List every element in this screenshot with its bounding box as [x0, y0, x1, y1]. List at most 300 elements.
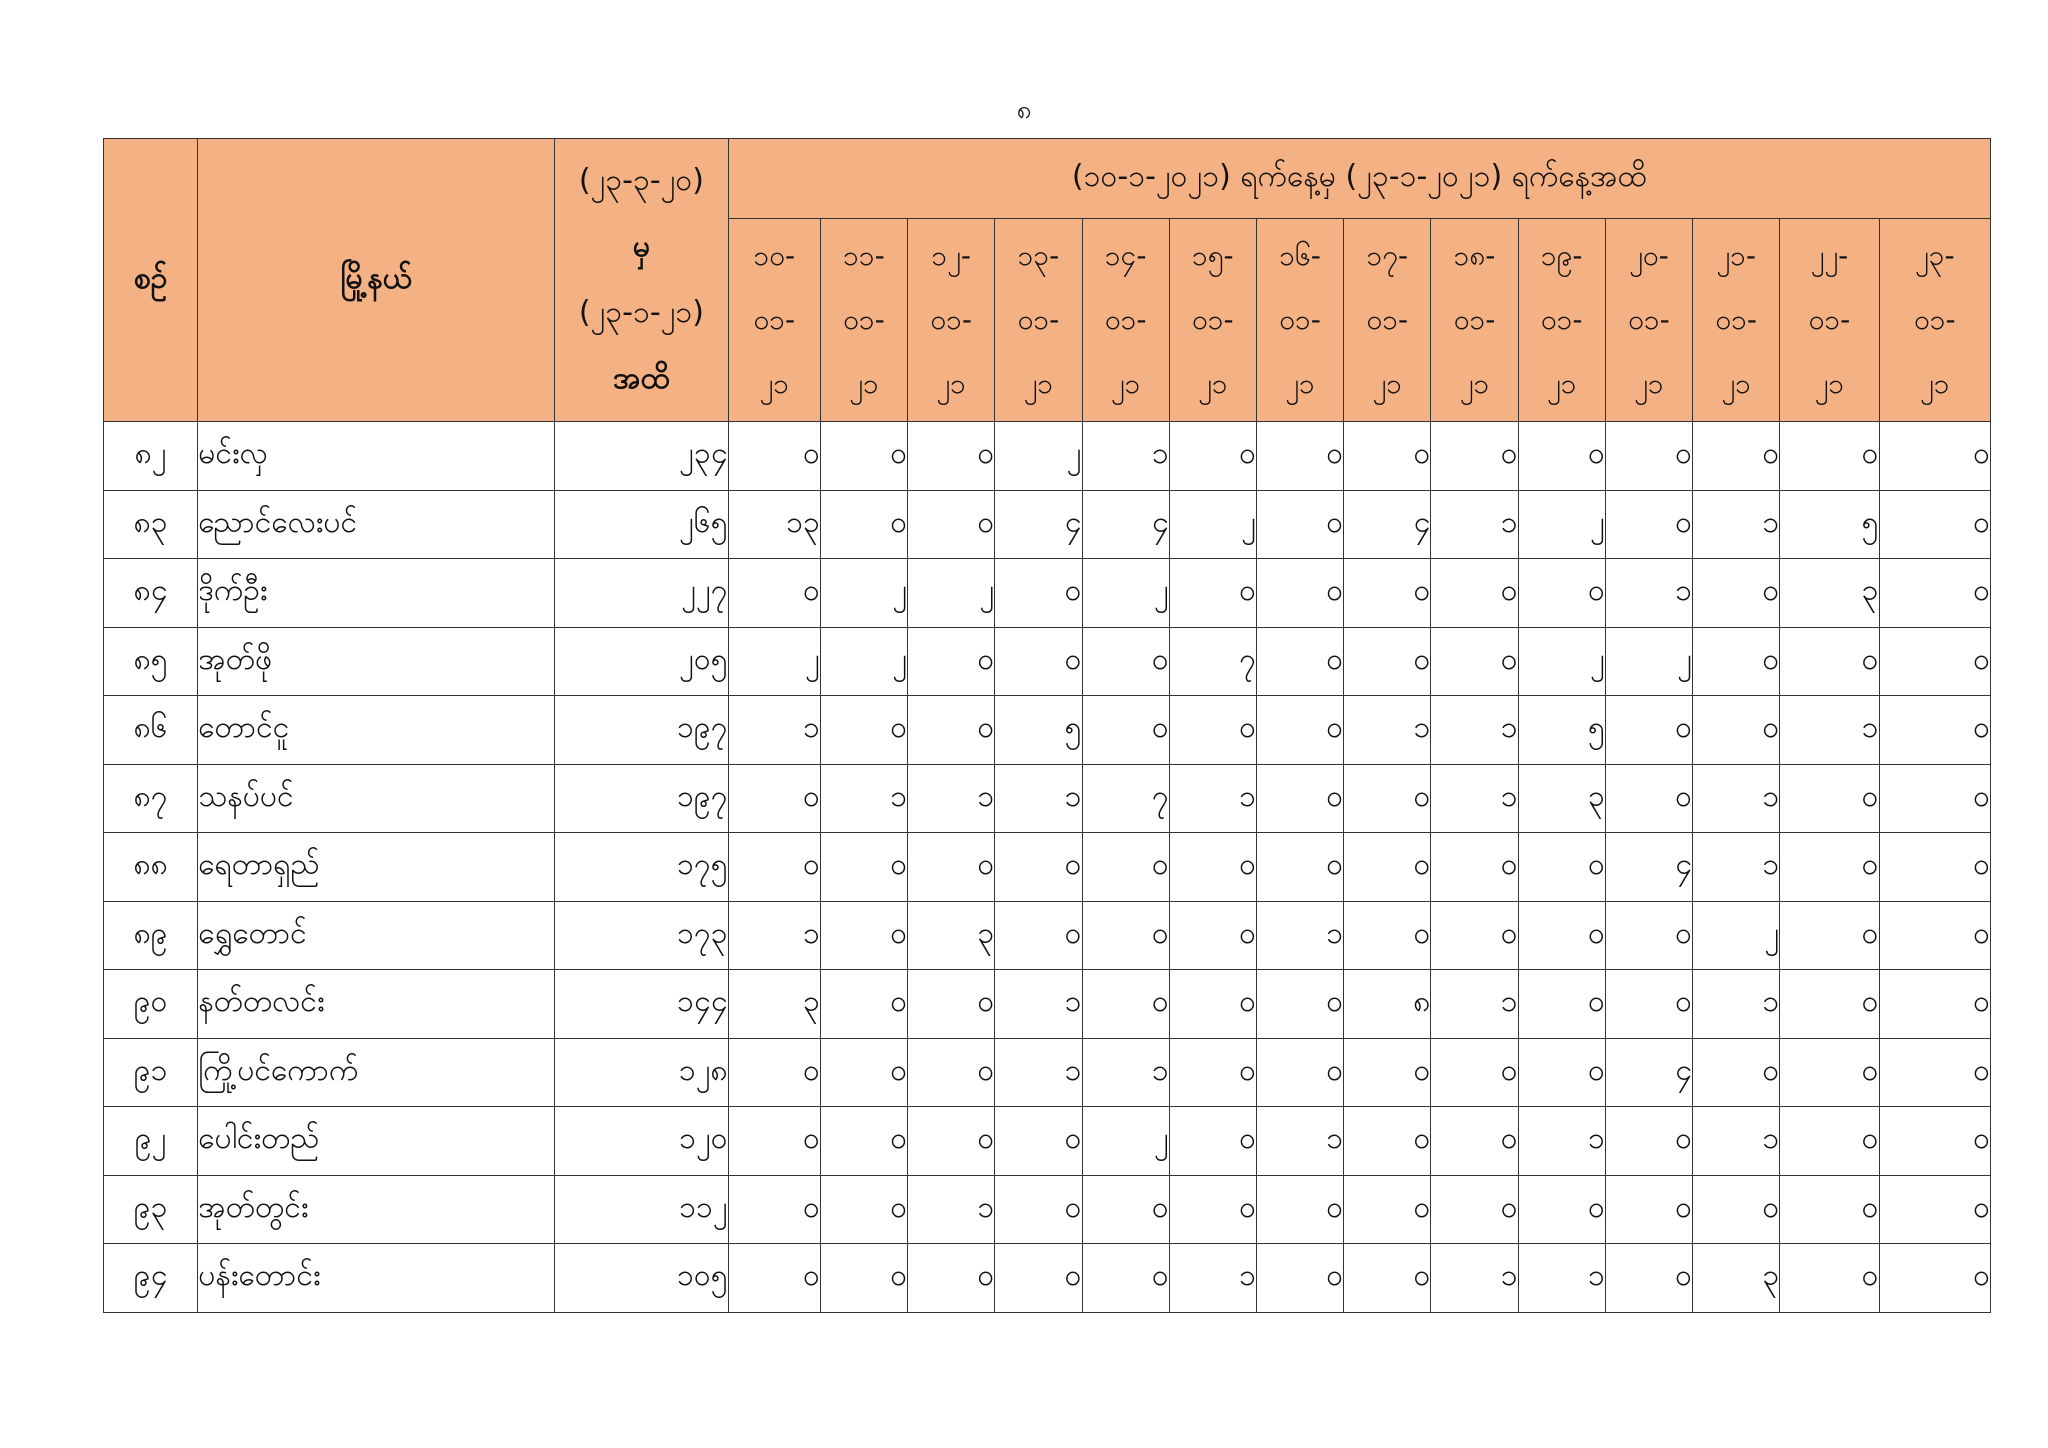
serial-number-cell: ၈၅: [104, 627, 198, 696]
header-date-part: ၀၁-: [930, 302, 972, 336]
daily-count-cell: ၀: [1082, 696, 1169, 765]
daily-count-cell: ၀: [995, 901, 1082, 970]
header-date-part: ၂၁: [1110, 366, 1141, 400]
daily-count-cell: ၀: [1169, 1175, 1256, 1244]
range-start: (၂၃-၃-၂၀): [578, 163, 704, 198]
header-date-part: ၂၁: [759, 366, 789, 400]
table-row: [104, 1107, 1991, 1176]
header-date-part: ၀၁-: [1192, 302, 1234, 336]
daily-count-cell: ၀: [1256, 1244, 1343, 1313]
daily-count-cell: ၀: [995, 1175, 1082, 1244]
serial-number-cell: ၉၃: [104, 1175, 198, 1244]
daily-count-cell: ၀: [1169, 901, 1256, 970]
daily-count-cell: ၀: [1344, 764, 1431, 833]
daily-count-cell: ၀: [1780, 1038, 1879, 1107]
daily-count-cell: ၀: [1256, 970, 1343, 1039]
daily-count-cell: ၀: [1169, 1038, 1256, 1107]
table-row: [104, 901, 1991, 970]
daily-count-cell: ၀: [820, 490, 907, 559]
daily-count-cell: ၀: [1169, 696, 1256, 765]
daily-count-cell: ၀: [995, 833, 1082, 902]
daily-count-cell: ၀: [1169, 833, 1256, 902]
daily-count-cell: ၀: [1431, 559, 1518, 628]
daily-count-cell: ၀: [1256, 490, 1343, 559]
daily-count-cell: ၀: [820, 1244, 907, 1313]
daily-count-cell: ၁: [1518, 1244, 1605, 1313]
daily-count-cell: ၁: [1693, 764, 1780, 833]
township-cell: ညောင်လေးပင်: [198, 490, 555, 559]
header-date: [728, 218, 820, 421]
range-from-word: မှ: [632, 229, 650, 264]
daily-count-cell: ၁: [1256, 1107, 1343, 1176]
serial-number-cell: ၈၄: [104, 559, 198, 628]
daily-count-cell: ၄: [995, 490, 1082, 559]
daily-count-cell: ၀: [1693, 1175, 1780, 1244]
table-row: [104, 833, 1991, 902]
header-date: [1344, 218, 1431, 421]
daily-count-cell: ၁: [995, 1038, 1082, 1107]
header-date-part: ၀၁-: [1715, 302, 1757, 336]
header-date-part: ၁၅-: [1192, 238, 1234, 272]
daily-count-cell: ၃: [1518, 764, 1605, 833]
daily-count-cell: ၁: [728, 696, 820, 765]
daily-count-cell: ၀: [1256, 422, 1343, 491]
daily-count-cell: ၁၃: [728, 490, 820, 559]
header-date-part: ၂၁: [1546, 366, 1577, 400]
serial-number-cell: ၉၁: [104, 1038, 198, 1107]
serial-number-cell: ၈၆: [104, 696, 198, 765]
daily-count-cell: ၀: [1693, 422, 1780, 491]
daily-count-cell: ၃: [1693, 1244, 1780, 1313]
header-date: [1879, 218, 1990, 421]
table-row: [104, 559, 1991, 628]
daily-count-cell: ၀: [1256, 764, 1343, 833]
daily-count-cell: ၂: [908, 559, 995, 628]
daily-count-cell: ၀: [1256, 1175, 1343, 1244]
daily-count-cell: ၀: [1169, 970, 1256, 1039]
daily-count-cell: ၁: [728, 901, 820, 970]
cumulative-total-cell: ၁၄၄: [555, 970, 728, 1039]
serial-number-cell: ၈၇: [104, 764, 198, 833]
header-date-part: ၀၁-: [753, 302, 796, 336]
daily-count-cell: ၀: [1605, 764, 1692, 833]
daily-count-cell: ၀: [995, 1107, 1082, 1176]
daily-count-cell: ၀: [1879, 422, 1990, 491]
daily-count-cell: ၀: [1256, 1038, 1343, 1107]
daily-count-cell: ၇: [1169, 627, 1256, 696]
header-date-part: ၂၁: [1721, 366, 1751, 400]
daily-count-cell: ၀: [908, 696, 995, 765]
daily-count-cell: ၀: [908, 970, 995, 1039]
table-row: [104, 970, 1991, 1039]
daily-count-cell: ၁: [995, 764, 1082, 833]
daily-count-cell: ၀: [908, 1107, 995, 1176]
daily-count-cell: ၀: [1256, 833, 1343, 902]
header-date-part: ၂၁: [1285, 366, 1315, 400]
daily-count-cell: ၀: [1879, 1107, 1990, 1176]
daily-count-cell: ၀: [908, 627, 995, 696]
daily-count-cell: ၀: [1605, 901, 1692, 970]
daily-count-cell: ၀: [728, 1038, 820, 1107]
township-cell: ပန်းတောင်း: [198, 1244, 555, 1313]
daily-count-cell: ၀: [1780, 422, 1879, 491]
daily-count-cell: ၀: [820, 833, 907, 902]
header-date-part: ၀၁-: [1453, 302, 1496, 336]
table-row: [104, 490, 1991, 559]
daily-count-cell: ၀: [1780, 1175, 1879, 1244]
header-date-part: ၂၁: [936, 366, 966, 400]
daily-count-cell: ၀: [1605, 696, 1692, 765]
cumulative-total-cell: ၂၀၅: [555, 627, 728, 696]
daily-count-cell: ၂: [1169, 490, 1256, 559]
daily-count-cell: ၁: [908, 764, 995, 833]
daily-count-cell: ၀: [1082, 901, 1169, 970]
header-date-part: ၀၁-: [1628, 302, 1670, 336]
header-date: [1693, 218, 1780, 421]
table-row: [104, 1175, 1991, 1244]
daily-count-cell: ၀: [1344, 1175, 1431, 1244]
daily-count-cell: ၁: [1082, 422, 1169, 491]
daily-count-cell: ၀: [1431, 1107, 1518, 1176]
table-row: [104, 1038, 1991, 1107]
daily-count-cell: ၇: [1082, 764, 1169, 833]
header-date: [1082, 218, 1169, 421]
daily-count-cell: ၁: [1431, 1244, 1518, 1313]
header-date-part: ၂၁: [1459, 366, 1490, 400]
township-cell: အုတ်တွင်း: [198, 1175, 555, 1244]
daily-count-cell: ၀: [1693, 627, 1780, 696]
township-cell: ရွှေတောင်: [198, 901, 555, 970]
daily-count-cell: ၀: [1605, 1175, 1692, 1244]
daily-count-cell: ၀: [1344, 833, 1431, 902]
range-end: (၂၃-၁-၂၁): [578, 295, 704, 330]
header-date-part: ၁၇-: [1366, 238, 1409, 272]
daily-count-cell: ၀: [1431, 1038, 1518, 1107]
daily-count-cell: ၀: [728, 833, 820, 902]
daily-count-cell: ၁: [1431, 696, 1518, 765]
daily-count-cell: ၂: [728, 627, 820, 696]
daily-count-cell: ၀: [728, 559, 820, 628]
daily-count-cell: ၀: [1344, 901, 1431, 970]
cumulative-total-cell: ၁၉၇: [555, 764, 728, 833]
header-date-part: ၁၆-: [1279, 238, 1321, 272]
daily-count-cell: ၀: [1431, 1175, 1518, 1244]
daily-count-cell: ၀: [1780, 627, 1879, 696]
township-cell: သနပ်ပင်: [198, 764, 555, 833]
daily-count-cell: ၀: [820, 422, 907, 491]
daily-count-cell: ၃: [908, 901, 995, 970]
serial-number-cell: ၉၄: [104, 1244, 198, 1313]
township-cell: ရေတာရှည်: [198, 833, 555, 902]
daily-count-cell: ၁: [1082, 1038, 1169, 1107]
daily-count-cell: ၀: [1082, 1244, 1169, 1313]
township-cell: ကြို့ပင်ကောက်: [198, 1038, 555, 1107]
daily-count-cell: ၀: [1169, 422, 1256, 491]
daily-count-cell: ၅: [1518, 696, 1605, 765]
daily-count-cell: ၁: [820, 764, 907, 833]
daily-count-cell: ၁: [1169, 1244, 1256, 1313]
header-date-part: ၀၁-: [1808, 302, 1851, 336]
daily-count-cell: ၀: [820, 1175, 907, 1244]
daily-count-cell: ၀: [1518, 1038, 1605, 1107]
daily-count-cell: ၀: [1780, 1244, 1879, 1313]
header-date-part: ၂၁: [1814, 366, 1845, 400]
daily-count-cell: ၅: [1780, 490, 1879, 559]
daily-count-cell: ၀: [1256, 559, 1343, 628]
daily-count-cell: ၁: [1693, 1107, 1780, 1176]
daily-count-cell: ၁: [1518, 1107, 1605, 1176]
daily-count-cell: ၀: [1879, 970, 1990, 1039]
daily-count-cell: ၀: [1518, 833, 1605, 902]
daily-count-cell: ၁: [1431, 970, 1518, 1039]
daily-count-cell: ၀: [1879, 627, 1990, 696]
daily-count-cell: ၀: [1344, 1107, 1431, 1176]
cumulative-total-cell: ၂၃၄: [555, 422, 728, 491]
daily-count-cell: ၂: [1082, 559, 1169, 628]
daily-count-cell: ၀: [1605, 422, 1692, 491]
daily-count-cell: ၀: [908, 422, 995, 491]
daily-count-cell: ၁: [1693, 970, 1780, 1039]
daily-count-cell: ၀: [1780, 833, 1879, 902]
daily-count-cell: ၁: [908, 1175, 995, 1244]
range-until-word: အထိ: [613, 361, 670, 396]
township-cell: ပေါင်းတည်: [198, 1107, 555, 1176]
header-cumulative-range: [555, 139, 728, 422]
daily-count-cell: ၀: [1082, 627, 1169, 696]
daily-count-cell: ၀: [995, 1244, 1082, 1313]
township-cell: ဒိုက်ဦး: [198, 559, 555, 628]
daily-count-cell: ၀: [1344, 422, 1431, 491]
header-date-part: ၂၁: [1023, 366, 1054, 400]
header-date-part: ၂၁: [1372, 366, 1403, 400]
header-date-part: ၂၃-: [1914, 238, 1955, 272]
serial-number-cell: ၈၉: [104, 901, 198, 970]
daily-count-cell: ၀: [1879, 764, 1990, 833]
header-date-part: ၂၁: [1920, 366, 1950, 400]
header-date-part: ၂၀-: [1629, 238, 1669, 272]
daily-count-cell: ၀: [820, 901, 907, 970]
daily-count-cell: ၀: [728, 1175, 820, 1244]
header-date-part: ၁၉-: [1540, 238, 1583, 272]
daily-count-cell: ၀: [1518, 901, 1605, 970]
cumulative-total-cell: ၁၀၅: [555, 1244, 728, 1313]
daily-count-cell: ၀: [1780, 764, 1879, 833]
cumulative-total-cell: ၁၇၅: [555, 833, 728, 902]
township-cell: နတ်တလင်း: [198, 970, 555, 1039]
daily-count-cell: ၀: [908, 1038, 995, 1107]
header-date: [1431, 218, 1518, 421]
cumulative-total-cell: ၂၆၅: [555, 490, 728, 559]
daily-count-cell: ၁: [1780, 696, 1879, 765]
header-date-part: ၁၀-: [753, 238, 796, 272]
table-row: [104, 764, 1991, 833]
daily-count-cell: ၀: [1518, 559, 1605, 628]
daily-count-cell: ၂: [1082, 1107, 1169, 1176]
serial-number-cell: ၈၂: [104, 422, 198, 491]
daily-count-cell: ၁: [1431, 490, 1518, 559]
header-date-part: ၁၂-: [931, 238, 971, 272]
header-date-part: ၂၁: [849, 366, 879, 400]
daily-count-cell: ၀: [1082, 970, 1169, 1039]
daily-count-cell: ၃: [1780, 559, 1879, 628]
daily-count-cell: ၄: [1082, 490, 1169, 559]
daily-count-cell: ၀: [1431, 627, 1518, 696]
daily-count-cell: ၀: [728, 764, 820, 833]
daily-count-cell: ၀: [1693, 696, 1780, 765]
daily-count-cell: ၀: [908, 490, 995, 559]
header-date-part: ၀၁-: [843, 302, 885, 336]
daily-count-cell: ၀: [1879, 559, 1990, 628]
daily-count-cell: ၂: [1518, 490, 1605, 559]
township-cases-table: [103, 138, 1991, 1313]
cumulative-total-cell: ၂၂၇: [555, 559, 728, 628]
header-date: [1256, 218, 1343, 421]
daily-count-cell: ၀: [1082, 1175, 1169, 1244]
header-date-part: ၂၁: [1198, 366, 1228, 400]
daily-count-cell: ၀: [820, 970, 907, 1039]
daily-count-cell: ၅: [995, 696, 1082, 765]
daily-count-cell: ၀: [820, 696, 907, 765]
daily-count-cell: ၀: [1605, 490, 1692, 559]
daily-count-cell: ၁: [1605, 559, 1692, 628]
header-date: [1518, 218, 1605, 421]
table-row: [104, 422, 1991, 491]
daily-count-cell: ၀: [1879, 833, 1990, 902]
cumulative-total-cell: ၁၇၃: [555, 901, 728, 970]
daily-count-cell: ၀: [1256, 696, 1343, 765]
header-date: [995, 218, 1082, 421]
daily-count-cell: ၀: [1344, 1244, 1431, 1313]
daily-count-cell: ၁: [1693, 490, 1780, 559]
serial-number-cell: ၈၈: [104, 833, 198, 902]
daily-count-cell: ၀: [1693, 559, 1780, 628]
table-row: [104, 1244, 1991, 1313]
daily-count-cell: ၈: [1344, 970, 1431, 1039]
header-date-part: ၀၁-: [1104, 302, 1147, 336]
daily-count-cell: ၀: [820, 1107, 907, 1176]
daily-count-cell: ၀: [1344, 559, 1431, 628]
daily-count-cell: ၃: [728, 970, 820, 1039]
daily-count-cell: ၀: [1256, 627, 1343, 696]
header-date-part: ၀၁-: [1913, 302, 1956, 336]
daily-count-cell: ၀: [1518, 970, 1605, 1039]
page-number: ၈: [1016, 95, 1032, 125]
header-date-part: ၁၄-: [1104, 238, 1147, 272]
daily-count-cell: ၀: [1518, 422, 1605, 491]
daily-count-cell: ၁: [1256, 901, 1343, 970]
daily-count-cell: ၀: [1879, 1175, 1990, 1244]
daily-count-cell: ၀: [1169, 559, 1256, 628]
daily-count-cell: ၀: [995, 559, 1082, 628]
daily-count-cell: ၁: [1431, 764, 1518, 833]
daily-count-cell: ၀: [1879, 1244, 1990, 1313]
daily-count-cell: ၀: [1431, 833, 1518, 902]
cumulative-total-cell: ၁၂၀: [555, 1107, 728, 1176]
serial-number-cell: ၉၀: [104, 970, 198, 1039]
daily-count-cell: ၄: [1605, 833, 1692, 902]
daily-count-cell: ၀: [1431, 901, 1518, 970]
table-row: [104, 627, 1991, 696]
header-date-part: ၂၁-: [1716, 238, 1756, 272]
header-period: (၁၀-၁-၂၀၂၁) ရက်နေ့မှ (၂၃-၁-၂၀၂၁) ရက်နေ့အထိ: [728, 139, 1990, 219]
daily-count-cell: ၀: [1344, 627, 1431, 696]
daily-count-cell: ၀: [1879, 490, 1990, 559]
daily-count-cell: ၀: [1605, 970, 1692, 1039]
daily-count-cell: ၁: [1693, 833, 1780, 902]
header-date: [1780, 218, 1879, 421]
header-date: [1605, 218, 1692, 421]
header-date-part: ၂၂-: [1810, 238, 1849, 272]
township-cell: မင်းလှ: [198, 422, 555, 491]
header-date: [1169, 218, 1256, 421]
daily-count-cell: ၀: [1780, 1107, 1879, 1176]
daily-count-cell: ၀: [1693, 1038, 1780, 1107]
header-date-part: ၁၈-: [1453, 238, 1496, 272]
header-date-part: ၂၁: [1634, 366, 1664, 400]
daily-count-cell: ၀: [728, 1244, 820, 1313]
daily-count-cell: ၀: [1879, 901, 1990, 970]
township-cell: အုတ်ဖို: [198, 627, 555, 696]
daily-count-cell: ၀: [995, 627, 1082, 696]
daily-count-cell: ၀: [1605, 1107, 1692, 1176]
header-date-part: ၀၁-: [1540, 302, 1583, 336]
daily-count-cell: ၂: [995, 422, 1082, 491]
daily-count-cell: ၀: [1879, 1038, 1990, 1107]
header-serial-number: စဉ်: [104, 139, 198, 422]
daily-count-cell: ၀: [728, 1107, 820, 1176]
header-date-part: ၁၁-: [843, 238, 885, 272]
daily-count-cell: ၁: [1169, 764, 1256, 833]
cumulative-total-cell: ၁၂၈: [555, 1038, 728, 1107]
township-cell: တောင်ငူ: [198, 696, 555, 765]
header-date-part: ၀၁-: [1279, 302, 1321, 336]
daily-count-cell: ၂: [820, 627, 907, 696]
daily-count-cell: ၀: [908, 1244, 995, 1313]
daily-count-cell: ၀: [1082, 833, 1169, 902]
daily-count-cell: ၀: [728, 422, 820, 491]
header-date: [908, 218, 995, 421]
header-date-part: ၀၁-: [1017, 302, 1060, 336]
serial-number-cell: ၈၃: [104, 490, 198, 559]
daily-count-cell: ၀: [1605, 1244, 1692, 1313]
header-date-part: ၁၃-: [1017, 238, 1060, 272]
daily-count-cell: ၀: [1518, 1175, 1605, 1244]
header-date: [820, 218, 907, 421]
daily-count-cell: ၂: [1518, 627, 1605, 696]
daily-count-cell: ၀: [1879, 696, 1990, 765]
daily-count-cell: ၀: [1431, 422, 1518, 491]
cumulative-total-cell: ၁၉၇: [555, 696, 728, 765]
daily-count-cell: ၀: [1780, 901, 1879, 970]
daily-count-cell: ၀: [1780, 970, 1879, 1039]
daily-count-cell: ၄: [1605, 1038, 1692, 1107]
daily-count-cell: ၂: [820, 559, 907, 628]
daily-count-cell: ၀: [908, 833, 995, 902]
daily-count-cell: ၀: [1344, 1038, 1431, 1107]
daily-count-cell: ၀: [820, 1038, 907, 1107]
daily-count-cell: ၂: [1693, 901, 1780, 970]
daily-count-cell: ၀: [1169, 1107, 1256, 1176]
header-township: မြို့နယ်: [198, 139, 555, 422]
serial-number-cell: ၉၂: [104, 1107, 198, 1176]
daily-count-cell: ၄: [1344, 490, 1431, 559]
daily-count-cell: ၁: [995, 970, 1082, 1039]
daily-count-cell: ၂: [1605, 627, 1692, 696]
header-date-part: ၀၁-: [1366, 302, 1409, 336]
daily-count-cell: ၁: [1344, 696, 1431, 765]
cumulative-total-cell: ၁၁၂: [555, 1175, 728, 1244]
table-row: [104, 696, 1991, 765]
